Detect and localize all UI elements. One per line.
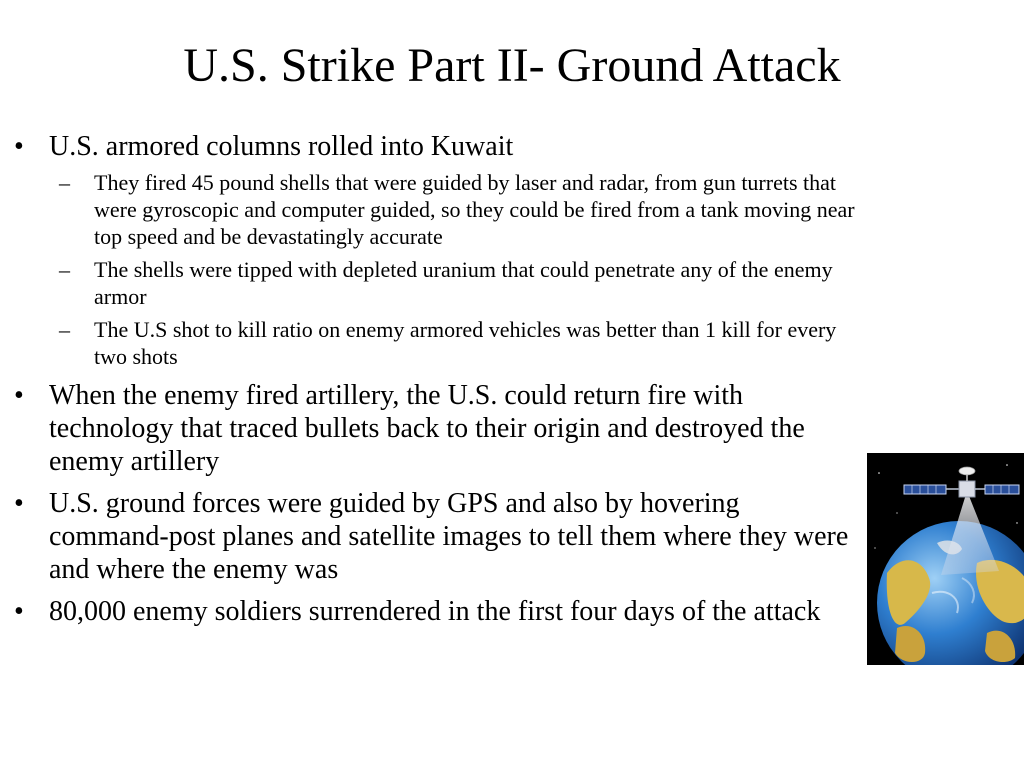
dash-marker: – bbox=[59, 170, 70, 195]
sub-bullet-1-3 bbox=[14, 316, 864, 370]
bullet-marker: • bbox=[14, 596, 24, 627]
bullet-marker: • bbox=[14, 131, 24, 162]
slide-title: U.S. Strike Part II- Ground Attack bbox=[183, 39, 841, 92]
sub-bullet-1-1 bbox=[14, 169, 864, 250]
bullet-2-text: When the enemy fired artillery, the U.S. could return fire with technology that traced bullets back to their origin and destroyed the enemy artillery bbox=[49, 380, 805, 477]
sub-bullet-1-3-text: The U.S shot to kill ratio on enemy armored vehicles was better than 1 kill for every two shots bbox=[94, 317, 837, 369]
satellite-earth-icon bbox=[867, 453, 1024, 665]
bullet-2 bbox=[14, 379, 864, 478]
bullet-marker: • bbox=[14, 488, 24, 519]
bullet-4-text: 80,000 enemy soldiers surrendered in the first four days of the attack bbox=[49, 596, 821, 627]
bullet-1 bbox=[14, 130, 864, 163]
sub-bullet-1-2-text: The shells were tipped with depleted uranium that could penetrate any of the enemy armor bbox=[94, 257, 833, 309]
sub-bullet-1-1-text: They fired 45 pound shells that were guided by laser and radar, from gun turrets that were gyroscopic and computer guided, so they could be fired from a tank moving near top speed and be devastatingly accurate bbox=[94, 170, 855, 249]
bullet-1-text: U.S. armored columns rolled into Kuwait bbox=[49, 131, 514, 162]
bullet-3-text: U.S. ground forces were guided by GPS and also by hovering command-post planes and satellite images to tell them where they were and where the enemy was bbox=[49, 488, 849, 585]
bullet-4 bbox=[14, 595, 864, 628]
slide-body bbox=[14, 130, 864, 628]
satellite-earth-image bbox=[867, 453, 1024, 665]
dash-marker: – bbox=[59, 317, 70, 342]
bullet-3 bbox=[14, 487, 864, 586]
dash-marker: – bbox=[59, 257, 70, 282]
sub-bullet-1-2 bbox=[14, 256, 864, 310]
bullet-marker: • bbox=[14, 380, 24, 411]
